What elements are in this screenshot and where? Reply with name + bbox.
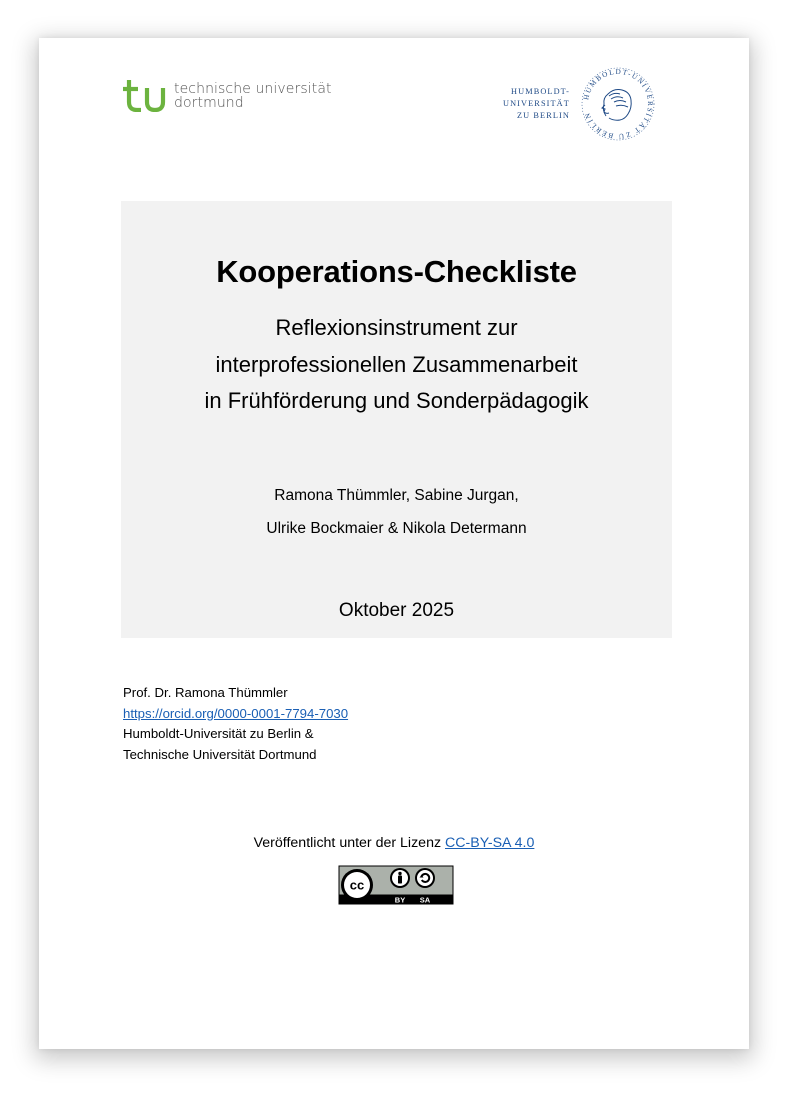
hu-logo-line3: ZU BERLIN — [516, 111, 570, 120]
hu-logo-line2: UNIVERSITÄT — [503, 99, 570, 108]
tu-logo-mark-icon — [123, 80, 167, 112]
subtitle-line: in Frühförderung und Sonderpädagogik — [204, 388, 589, 413]
contact-block — [123, 683, 348, 765]
title-block — [121, 201, 672, 638]
orcid-link[interactable]: https://orcid.org/0000-0001-7794-7030 — [123, 705, 349, 721]
affiliation-line: Technische Universität Dortmund — [123, 746, 317, 762]
tu-logo-text — [174, 82, 332, 110]
svg-text:HUMBOLDT-UNIVERSITÄT ZU BERLIN: HUMBOLDT-UNIVERSITÄT ZU BERLIN — [582, 67, 654, 141]
subtitle-line: Reflexionsinstrument zur — [275, 315, 518, 340]
document-title: Kooperations-Checkliste — [216, 254, 577, 289]
contact-name: Prof. Dr. Ramona Thümmler — [123, 685, 288, 700]
svg-text:cc: cc — [349, 877, 365, 893]
svg-text:BY: BY — [394, 895, 406, 905]
license-statement — [39, 835, 749, 851]
tu-dortmund-logo — [123, 80, 332, 112]
document-subtitle — [121, 310, 672, 420]
humboldt-logo — [503, 64, 658, 144]
tu-logo-line2: dortmund — [174, 95, 244, 111]
license-link[interactable]: CC-BY-SA 4.0 — [445, 835, 535, 851]
tu-logo-line1: technische universität — [174, 81, 332, 97]
subtitle-line: interprofessionellen Zusammenarbeit — [215, 351, 578, 377]
authors — [121, 479, 672, 545]
license-prefix: Veröffentlicht unter der Lizenz — [253, 835, 442, 851]
document-page — [39, 38, 749, 1049]
cc-by-sa-badge-icon — [338, 865, 454, 905]
authors-line: Ramona Thümmler, Sabine Jurgan, — [274, 487, 519, 504]
hu-logo-text — [503, 86, 570, 122]
publication-date: Oktober 2025 — [338, 600, 455, 621]
authors-line: Ulrike Bockmaier & Nikola Determann — [266, 520, 527, 537]
affiliation-line: Humboldt-Universität zu Berlin & — [123, 726, 314, 741]
svg-text:SA: SA — [419, 895, 431, 905]
humboldt-seal-icon — [578, 64, 658, 144]
hu-logo-line1: HUMBOLDT- — [511, 87, 570, 96]
